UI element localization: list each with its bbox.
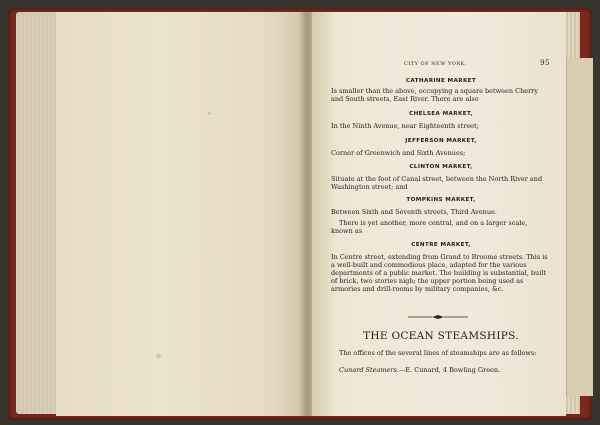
- paper-spot: [156, 354, 161, 358]
- running-header: [330, 59, 550, 69]
- running-header-title: CITY OF NEW YORK.: [404, 61, 467, 67]
- paper-spot: [208, 112, 211, 115]
- market-heading: CENTRE MARKET,: [411, 242, 471, 248]
- steamship-entry-name: Cunard Steamers.: [339, 366, 399, 374]
- centre-intro: There is yet another, more central, and on a larger scale, known as: [331, 219, 528, 235]
- page-number: 95: [540, 59, 550, 67]
- steamships-intro: The offices of the several lines of steamships are as follows:: [339, 349, 537, 357]
- steamship-entry-text: —E. Cunard, 4 Bowling Green.: [398, 366, 501, 374]
- market-heading: CHELSEA MARKET,: [409, 111, 473, 117]
- steamship-entry: [331, 366, 551, 374]
- market-heading: JEFFERSON MARKET,: [405, 138, 477, 144]
- market-heading: CATHARINE MARKET: [405, 78, 477, 84]
- market-description: Situate at the foot of Canal street, between the North River and Washington street; and: [331, 175, 543, 191]
- market-description: In the Ninth Avenue, near Eighteenth street;: [331, 122, 479, 130]
- market-heading: CLINTON MARKET,: [409, 164, 473, 170]
- left-page-blank: [56, 12, 308, 416]
- market-heading: TOMPKINS MARKET,: [406, 197, 476, 203]
- ornament-rule: [408, 314, 468, 320]
- section-title: THE OCEAN STEAMSHIPS.: [363, 330, 519, 342]
- market-description: In Centre street, extending from Grand to Broome streets. This is a well-built and commodious place, adapted for the various departments of a public market. The building is substantial, built of brick, two stories nigh; the upper portion being used as armories and drill-rooms by military companies, &c.: [331, 253, 548, 293]
- bookmark-slip: [566, 58, 593, 396]
- market-description: Is smaller than the above, occupying a square between Cherry and South streets, East River. There are also: [331, 87, 539, 103]
- market-description: Corner of Greenwich and Sixth Avenues;: [331, 149, 466, 157]
- market-description: Between Sixth and Seventh streets, Third Avenue.: [331, 208, 497, 216]
